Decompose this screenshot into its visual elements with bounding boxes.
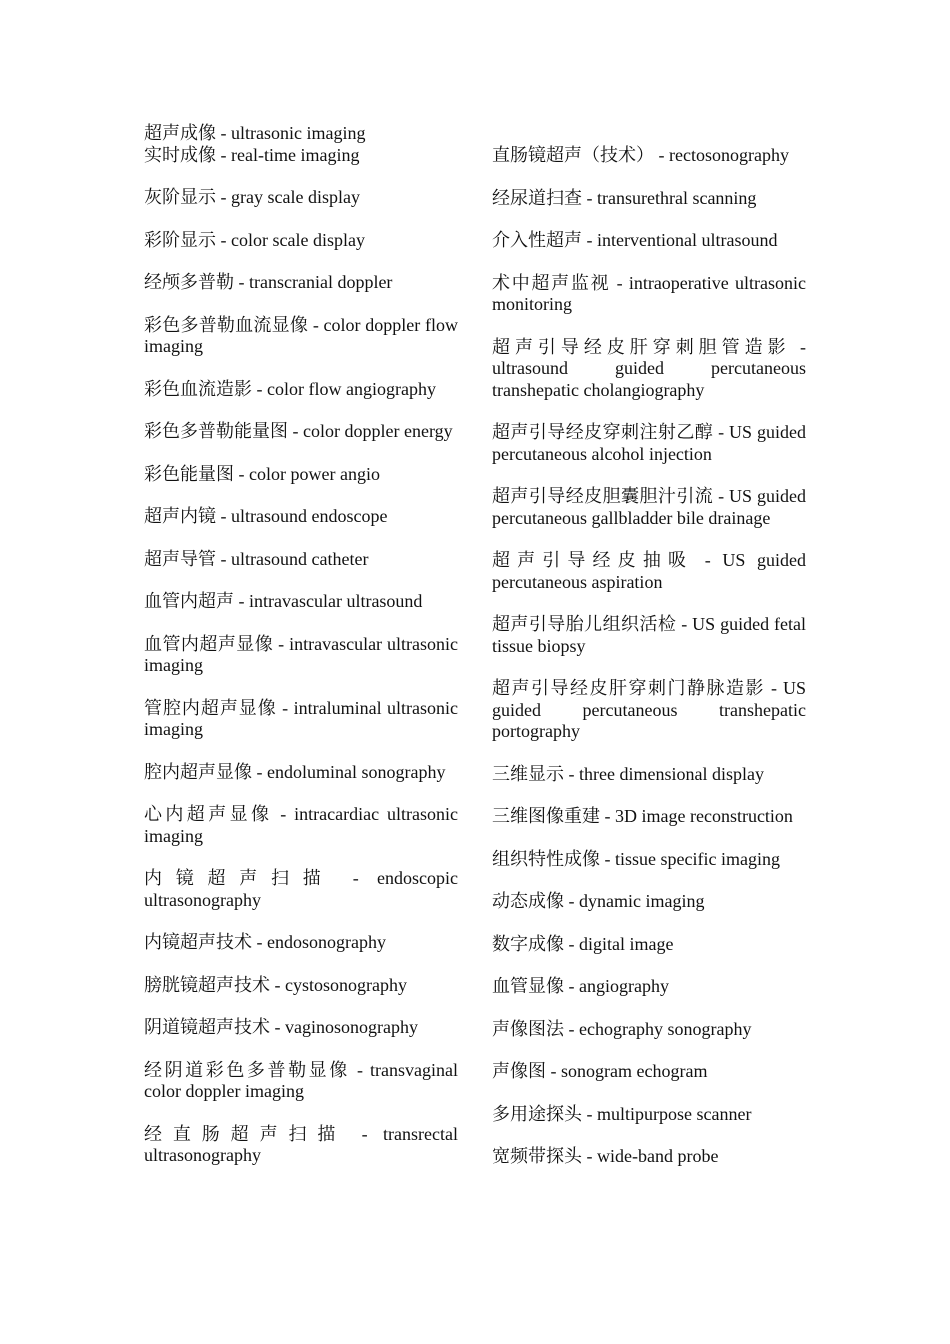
term-entry: 超声引导经皮抽吸 - US guided percutaneous aspiration bbox=[492, 550, 806, 592]
right-term-column bbox=[492, 145, 806, 1189]
term-entry: 经直肠超声扫描 - transrectal ultrasonography bbox=[144, 1123, 458, 1165]
term-entry: 彩色能量图 - color power angio bbox=[144, 463, 380, 484]
term-entry: 声像图 - sonogram echogram bbox=[492, 1061, 708, 1081]
term-entry: 彩色多普勒血流显像 - color doppler flow imaging bbox=[144, 314, 458, 356]
term-entry: 三维显示 - three dimensional display bbox=[492, 763, 764, 784]
term-entry: 阴道镜超声技术 - vaginosonography bbox=[144, 1017, 418, 1037]
term-entry: 介入性超声 - interventional ultrasound bbox=[492, 230, 778, 250]
term-entry: 宽频带探头 - wide-band probe bbox=[492, 1146, 719, 1166]
term-entry: 经阴道彩色多普勒显像 - transvaginal color doppler imaging bbox=[144, 1059, 458, 1101]
term-entry: 彩色血流造影 - color flow angiography bbox=[144, 378, 436, 399]
term-entry: 内镜超声技术 - endosonography bbox=[144, 932, 386, 952]
term-entry: 声像图法 - echography sonography bbox=[492, 1018, 752, 1039]
term-entry: 经尿道扫查 - transurethral scanning bbox=[492, 187, 757, 208]
term-entry: 血管内超声显像 - intravascular ultrasonic imaging bbox=[144, 633, 458, 675]
term-entry: 血管内超声 - intravascular ultrasound bbox=[144, 591, 423, 611]
term-entry: 多用途探头 - multipurpose scanner bbox=[492, 1103, 752, 1124]
term-entry: 直肠镜超声（技术） - rectosonography bbox=[492, 145, 789, 165]
term-entry: 实时成像 - real-time imaging bbox=[144, 144, 360, 165]
term-entry: 术中超声监视 - intraoperative ultrasonic monitoring bbox=[492, 272, 806, 314]
term-entry: 超声内镜 - ultrasound endoscope bbox=[144, 506, 388, 526]
term-entry: 超声引导经皮肝穿刺门静脉造影 - US guided percutaneous transhepatic portography bbox=[492, 678, 806, 741]
term-entry: 动态成像 - dynamic imaging bbox=[492, 891, 705, 911]
term-entry: 心内超声显像 - intracardiac ultrasonic imaging bbox=[144, 804, 458, 846]
term-entry: 超声导管 - ultrasound catheter bbox=[144, 548, 369, 569]
term-entry: 超声成像 - ultrasonic imaging bbox=[144, 123, 366, 143]
term-entry: 经颅多普勒 - transcranial doppler bbox=[144, 272, 393, 292]
term-entry: 超声引导胎儿组织活检 - US guided fetal tissue biopsy bbox=[492, 614, 806, 656]
term-entry: 超声引导经皮胆囊胆汁引流 - US guided percutaneous gallbladder bile drainage bbox=[492, 486, 806, 528]
term-entry: 超声引导经皮肝穿刺胆管造影 - ultrasound guided percutaneous transhepatic cholangiography bbox=[492, 336, 806, 400]
term-entry: 血管显像 - angiography bbox=[492, 976, 669, 996]
term-entry: 彩阶显示 - color scale display bbox=[144, 229, 365, 250]
term-entry: 内镜超声扫描 - endoscopic ultrasonography bbox=[144, 868, 458, 910]
left-term-column bbox=[144, 123, 458, 1188]
term-entry: 超声引导经皮穿刺注射乙醇 - US guided percutaneous alcohol injection bbox=[492, 422, 806, 464]
term-entry: 彩色多普勒能量图 - color doppler energy bbox=[144, 421, 453, 441]
term-entry: 灰阶显示 - gray scale display bbox=[144, 187, 360, 207]
term-entry: 数字成像 - digital image bbox=[492, 933, 674, 954]
term-entry: 三维图像重建 - 3D image reconstruction bbox=[492, 806, 793, 826]
term-entry: 腔内超声显像 - endoluminal sonography bbox=[144, 761, 446, 782]
term-entry: 组织特性成像 - tissue specific imaging bbox=[492, 848, 780, 869]
term-entry: 管腔内超声显像 - intraluminal ultrasonic imaging bbox=[144, 697, 458, 739]
term-entry: 膀胱镜超声技术 - cystosonography bbox=[144, 974, 407, 995]
